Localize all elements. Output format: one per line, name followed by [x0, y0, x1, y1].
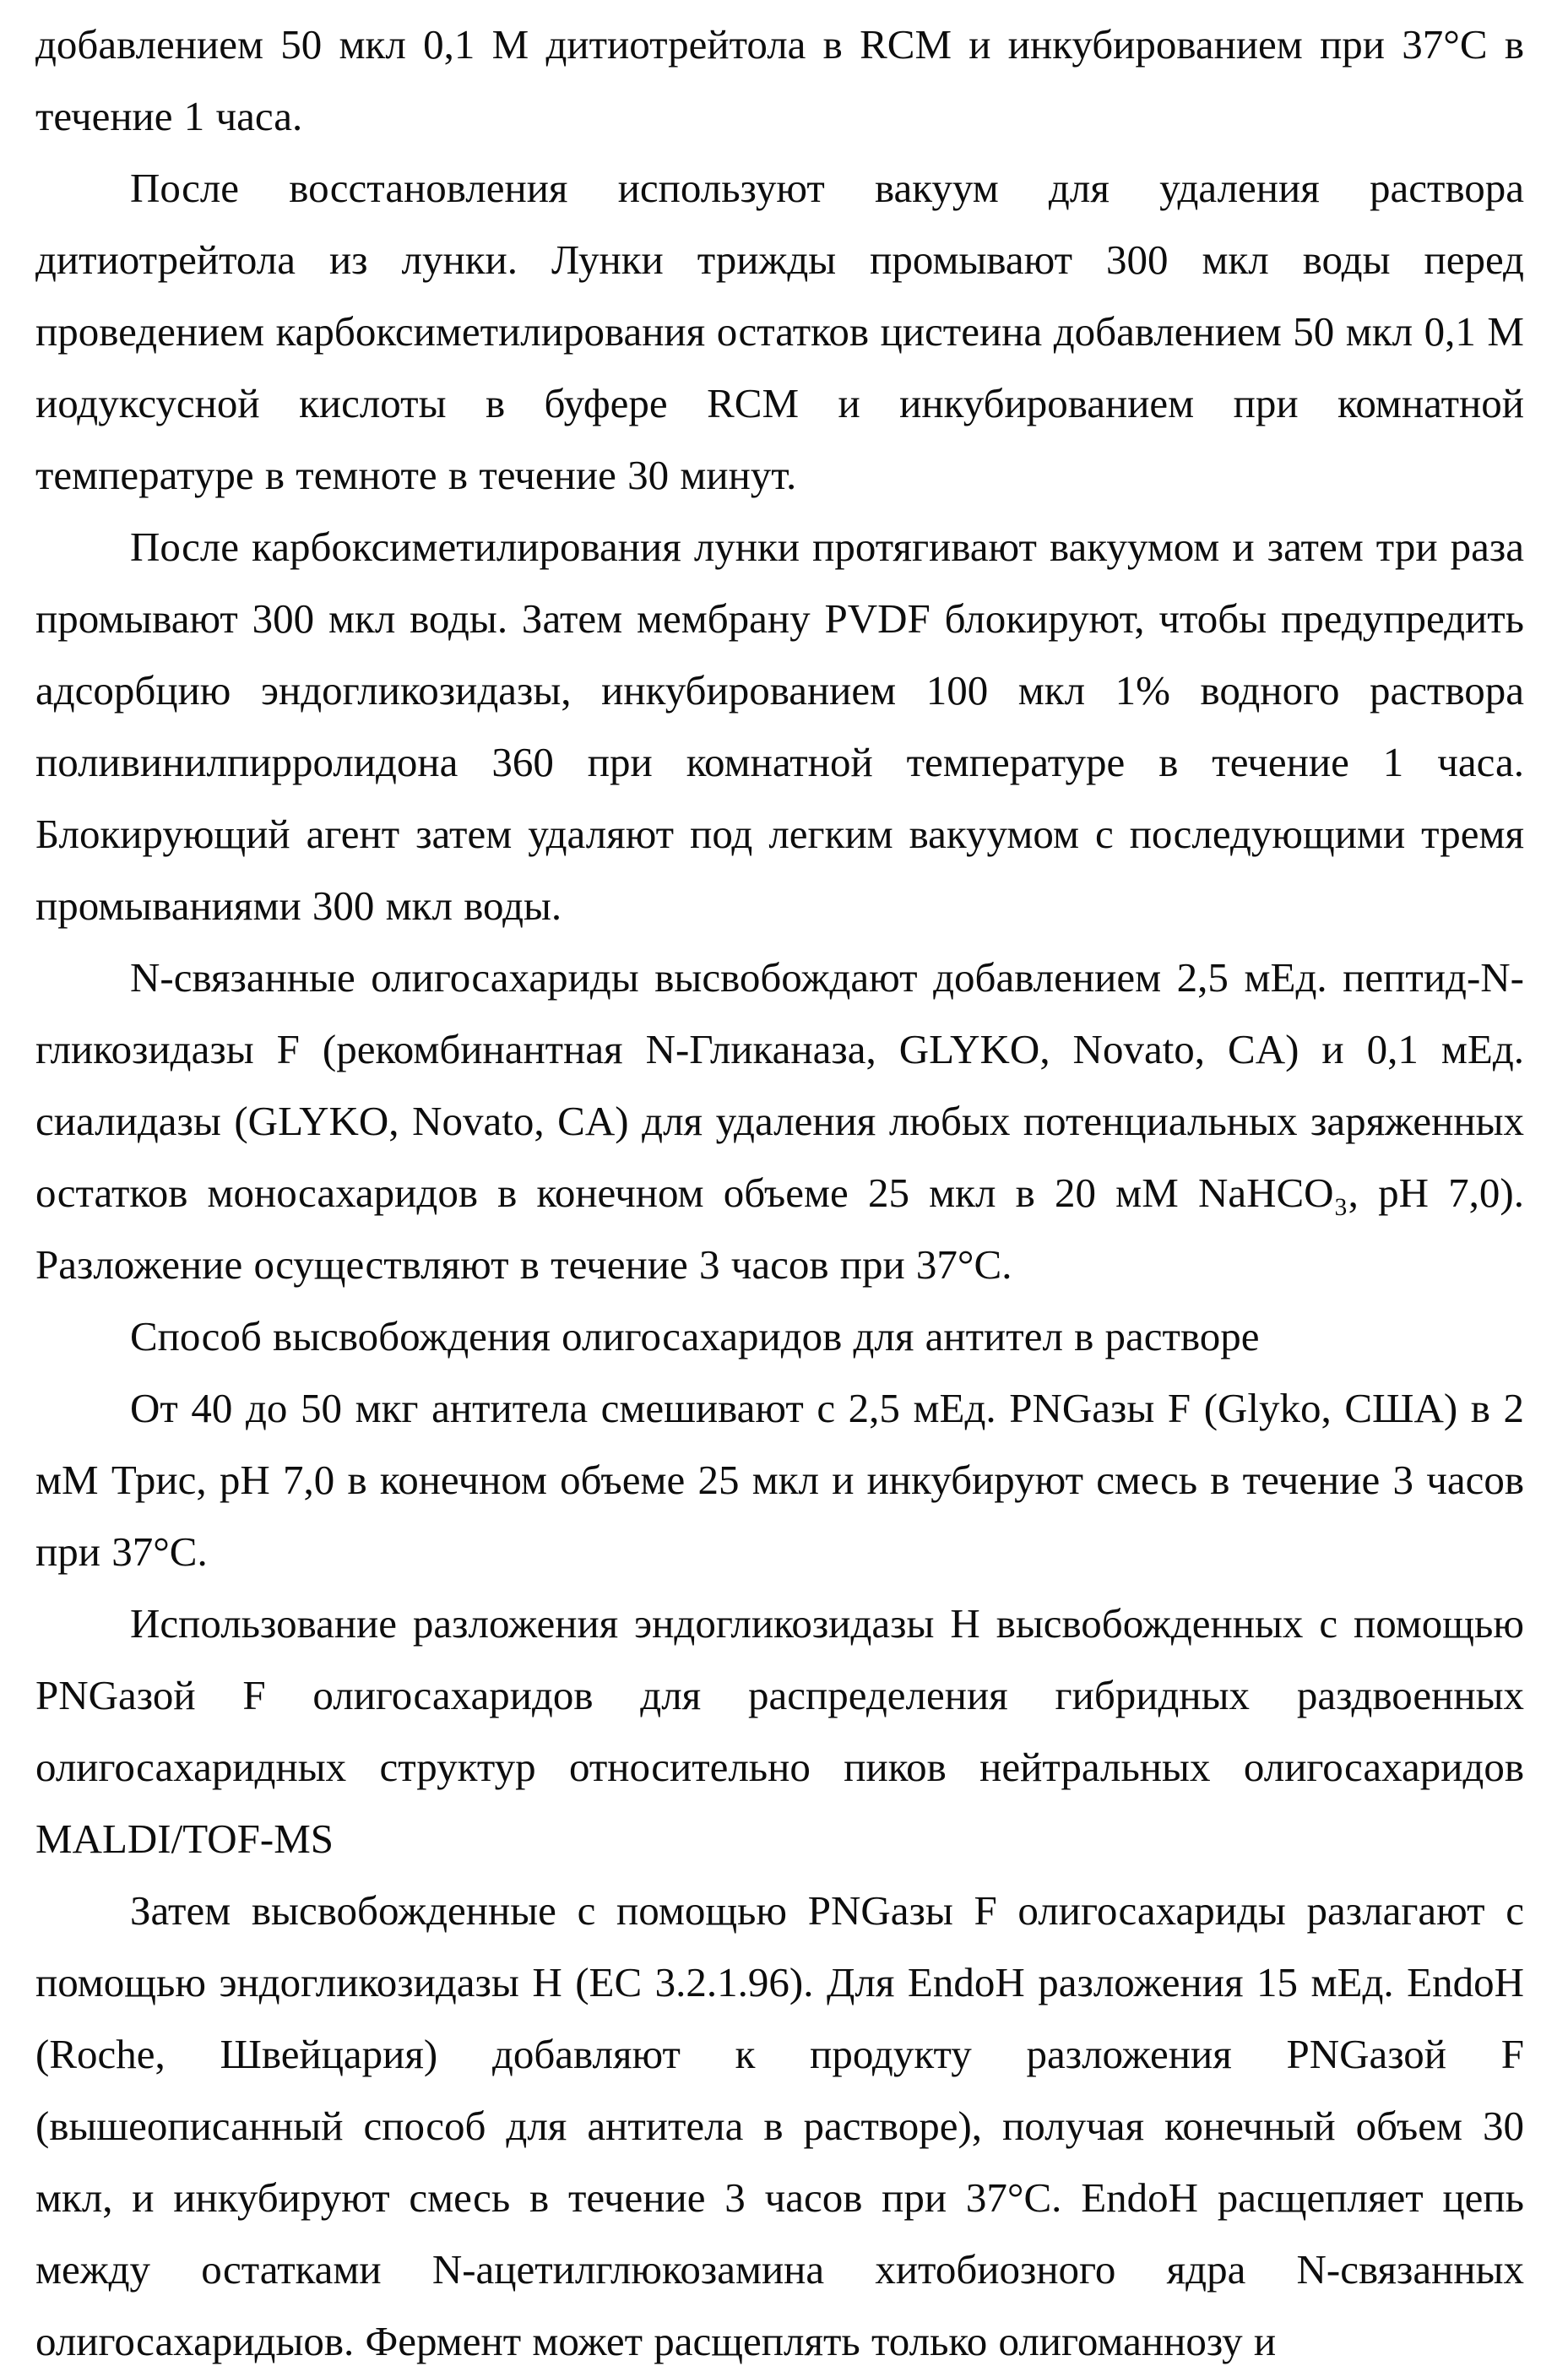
- paragraph-section-heading: Использование разложения эндогликозидазы H высвобожденных с помощью PNGазой F олигосахаридов для распределения гибридных раздвоенных олигосахаридных структур относительно пиков нейтральных олигосахаридов MALDI/TOF-MS: [35, 1600, 1524, 1862]
- paragraph-section-heading: Способ высвобождения олигосахаридов для антител в растворе: [130, 1313, 1260, 1359]
- paragraph-continuation: добавлением 50 мкл 0,1 М дитиотрейтола в RCM и инкубированием при 37°С в течение 1 часа.: [35, 21, 1524, 139]
- paragraph: Затем высвобожденные с помощью PNGазы F олигосахариды разлагают с помощью эндогликозидазы H (EC 3.2.1.96). Для EndoH разложения 15 мЕд. EndoH (Roche, Швейцария) добавляют к продукту разложения PNGазой F (вышеописанный способ для антитела в растворе), получая конечный объем 30 мкл, и инкубируют смесь в течение 3 часов при 37°С. EndoH расщепляет цепь между остатками N-ацетилглюкозамина хитобиозного ядра N-связанных олигосахаридыов. Фермент может расщеплять только олигоманнозу и: [35, 1887, 1524, 2364]
- paragraph: От 40 до 50 мкг антитела смешивают с 2,5 мЕд. PNGазы F (Glyko, США) в 2 мМ Трис, pH 7,0 в конечном объеме 25 мкл и инкубируют смесь в течение 3 часов при 37°С.: [35, 1385, 1524, 1575]
- paragraph: N-связанные олигосахариды высвобождают добавлением 2,5 мЕд. пептид-N-гликозидазы F (рекомбинантная N-Гликаназа, GLYKO, Novato, CA) и 0,1 мЕд. сиалидазы (GLYKO, Novato, CA) для удаления любых потенциальных заряженных остатков моносахаридов в конечном объеме 25 мкл в 20 мМ NaHCO₃, pH 7,0). Разложение осуществляют в течение 3 часов при 37°С.: [35, 954, 1524, 1288]
- paragraph: После восстановления используют вакуум для удаления раствора дитиотрейтола из лунки. Лунки трижды промывают 300 мкл воды перед проведением карбоксиметилирования остатков цистеина добавлением 50 мкл 0,1 М иодуксусной кислоты в буфере RCM и инкубированием при комнатной температуре в темноте в течение 30 минут.: [35, 165, 1524, 498]
- paragraph: После карбоксиметилирования лунки протягивают вакуумом и затем три раза промывают 300 мкл воды. Затем мембрану PVDF блокируют, чтобы предупредить адсорбцию эндогликозидазы, инкубированием 100 мкл 1% водного раствора поливинилпирролидона 360 при комнатной температуре в течение 1 часа. Блокирующий агент затем удаляют под легким вакуумом с последующими тремя промываниями 300 мкл воды.: [35, 524, 1524, 929]
